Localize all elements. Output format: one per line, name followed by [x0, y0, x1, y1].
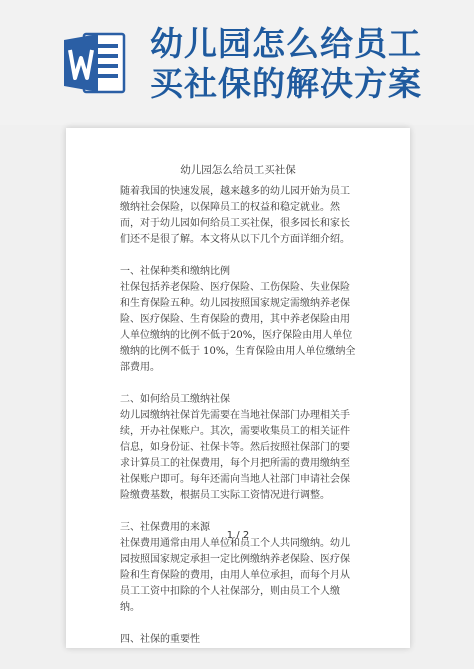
banner-title-line-2: 买社保的解决方案: [150, 64, 422, 103]
banner-title-line-1: 幼儿园怎么给员工: [150, 24, 422, 63]
document-page: [66, 128, 410, 648]
intro-paragraph: 随着我国的快速发展，越来越多的幼儿园开始为员工缴纳社会保险，以保障员工的权益和稳定就业。然而，对于幼儿园如何给员工买社保，很多园长和家长们还不是很了解。本文将从以下几个方面详细介绍。: [120, 186, 350, 245]
section-paragraph-2: 幼儿园缴纳社保首先需要在当地社保部门办理相关手续，开办社保账户。其次，需要收集员工的相关证件信息，如身份证、社保卡等。然后按照社保部门的要求计算员工的社保费用，每个月把所需的费用缴纳至社保账户即可。每年还需向当地人社部门申请社会保险缴费基数，根据员工实际工资情况进行调整。: [120, 410, 350, 501]
word-document-icon: [62, 30, 126, 96]
section-heading-4: 四、社保的重要性: [120, 634, 200, 645]
section-paragraph-1: 社保包括养老保险、医疗保险、工伤保险、失业保险和生育保险五种。幼儿园按照国家规定需缴纳养老保险、医疗保险、生育保险的费用，其中养老保险由用人单位缴纳的比例不低于20%，医疗保险由用人单位缴纳的比例不低于 10%，生育保险由用人单位缴纳全部费用。: [120, 282, 356, 373]
banner: [0, 0, 474, 125]
section-paragraph-3: 社保费用通常由用人单位和员工个人共同缴纳。幼儿园按照国家规定承担一定比例缴纳养老保险、医疗保险和生育保险的费用，由用人单位承担，而每个月从员工工资中扣除的个人社保部分，则由员工个人缴纳。: [120, 538, 350, 613]
section-heading-3: 三、社保费用的来源: [120, 522, 210, 533]
page-indicator: 1 / 2: [226, 530, 250, 541]
section-heading-2: 二、如何给员工缴纳社保: [120, 394, 230, 405]
banner-title: [150, 24, 466, 104]
section-heading-1: 一、社保种类和缴纳比例: [120, 266, 230, 277]
document-title: 幼儿园怎么给员工买社保: [180, 164, 296, 176]
document-body: [120, 184, 358, 648]
